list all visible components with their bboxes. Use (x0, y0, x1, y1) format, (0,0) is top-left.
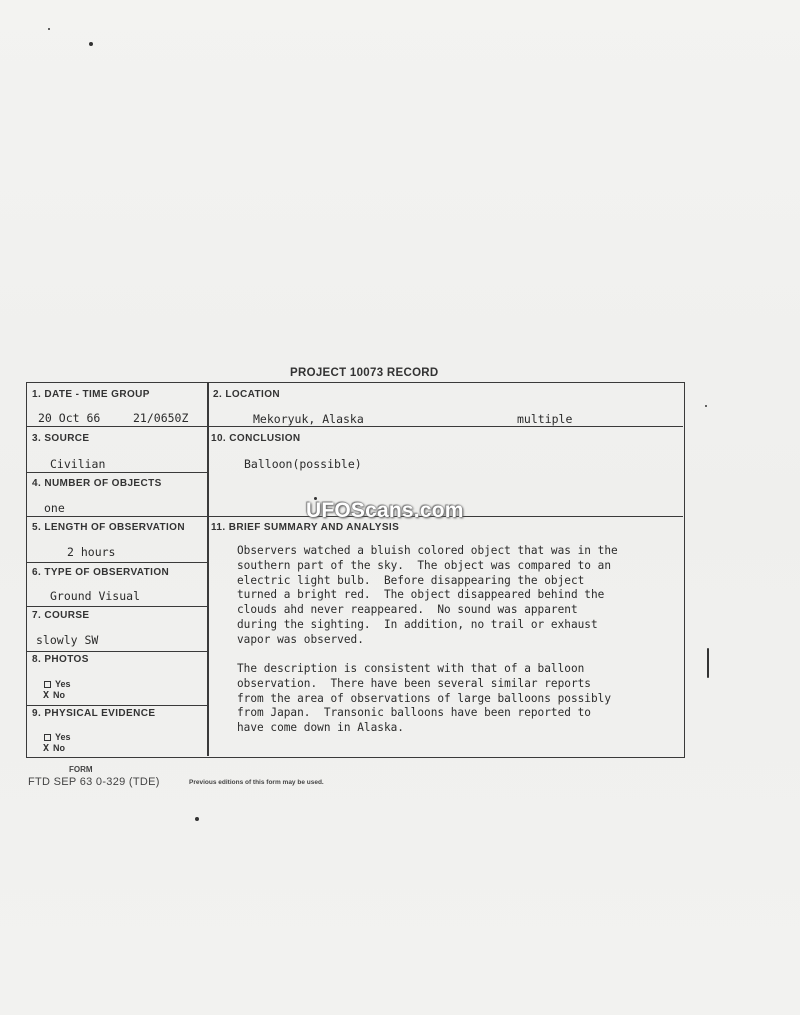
summary-paragraph-2: The description is consistent with that of a balloon observation. There have been several similar reports from the area of observations of large balloons possibly from Japan. Transonic balloons have been reported to have come down in Alaska. (237, 662, 612, 735)
row-divider (27, 606, 207, 607)
dust-speck (705, 405, 707, 407)
type-of-observation-label: 6. TYPE OF OBSERVATION (32, 567, 170, 578)
column-divider (207, 383, 209, 756)
length-of-observation-value: 2 hours (67, 545, 116, 559)
source-label: 3. SOURCE (32, 433, 90, 444)
checkbox-empty-icon (44, 734, 51, 741)
number-of-objects-value: one (44, 501, 65, 515)
dust-speck (195, 817, 199, 821)
dust-speck (48, 28, 50, 30)
course-value: slowly SW (36, 633, 99, 647)
form-note: Previous editions of this form may be used. (189, 779, 324, 786)
photos-yes-option: Yes (44, 679, 71, 689)
physical-evidence-no-option: X No (43, 743, 65, 754)
row-divider (27, 472, 207, 473)
photos-no-option: X No (43, 690, 65, 701)
date-time-group-label: 1. DATE - TIME GROUP (32, 389, 150, 400)
row-divider (27, 426, 683, 427)
location-extra-value: multiple (517, 412, 573, 426)
physical-evidence-yes-option: Yes (44, 732, 71, 742)
source-value: Civilian (50, 457, 106, 471)
scan-mark (707, 648, 709, 678)
physical-evidence-label: 9. PHYSICAL EVIDENCE (32, 708, 156, 719)
form-label: FORM (69, 765, 93, 774)
location-value: Mekoryuk, Alaska (253, 412, 364, 426)
record-title: PROJECT 10073 RECORD (290, 367, 439, 379)
time-value: 21/0650Z (133, 411, 189, 425)
conclusion-label: 10. CONCLUSION (211, 433, 301, 444)
course-label: 7. COURSE (32, 610, 90, 621)
conclusion-value: Balloon(possible) (244, 457, 362, 471)
form-id: FTD SEP 63 0-329 (TDE) (28, 776, 160, 788)
type-of-observation-value: Ground Visual (50, 589, 141, 603)
row-divider (27, 562, 207, 563)
watermark: UFOScans.com (306, 499, 464, 522)
length-of-observation-label: 5. LENGTH OF OBSERVATION (32, 522, 185, 533)
checkbox-checked-icon: X (43, 743, 50, 754)
checkbox-checked-icon: X (43, 690, 50, 701)
photos-label: 8. PHOTOS (32, 654, 89, 665)
summary-label: 11. BRIEF SUMMARY AND ANALYSIS (211, 522, 400, 533)
row-divider (27, 651, 207, 652)
dust-speck (89, 42, 93, 46)
summary-paragraph-1: Observers watched a bluish colored object that was in the southern part of the sky. The object was compared to an electric light bulb. Before disappearing the object turned a bright red. The object disappeared behind the clouds ahd never reappeared. No sound was apparent during the sighting. In addition, no trail or exhaust vapor was observed. (237, 544, 618, 646)
checkbox-empty-icon (44, 681, 51, 688)
number-of-objects-label: 4. NUMBER OF OBJECTS (32, 478, 162, 489)
date-value: 20 Oct 66 (38, 411, 101, 425)
row-divider (27, 705, 207, 706)
location-label: 2. LOCATION (213, 389, 280, 400)
